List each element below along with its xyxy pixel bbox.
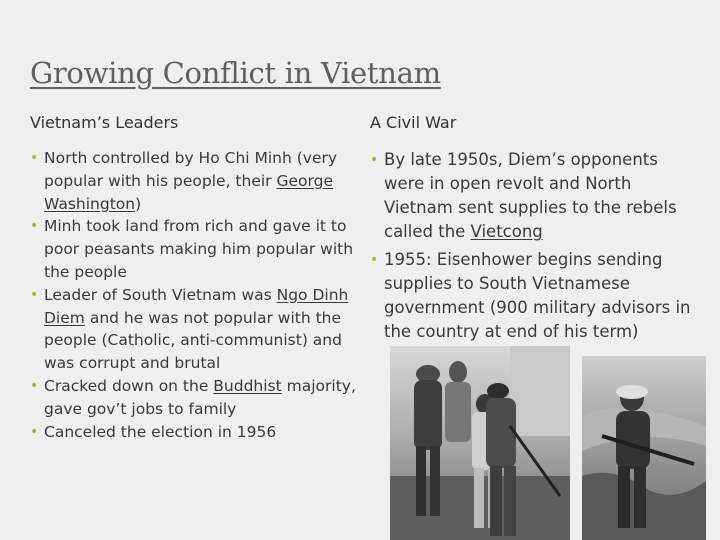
left-column-heading: Vietnam’s Leaders <box>30 113 179 132</box>
left-bullet-list <box>30 147 360 443</box>
bullet-item <box>370 248 700 344</box>
slide-title: Growing Conflict in Vietnam <box>30 56 441 90</box>
underlined-term: George Washington <box>44 171 333 213</box>
bullet-text: and he was not popular with the people (Catholic, anti-communist) and was corrupt and brutal <box>44 308 342 373</box>
underlined-term: Vietcong <box>470 222 543 241</box>
bullet-text: Cracked down on the <box>44 376 214 395</box>
bullet-dot-icon: • <box>30 150 39 166</box>
soldiers-photo-graphic <box>390 346 570 540</box>
right-column-heading: A Civil War <box>370 113 457 132</box>
bullet-item <box>30 215 360 283</box>
woman-soldier-photo-graphic <box>582 356 706 540</box>
bullet-item <box>30 421 360 444</box>
woman-soldier-photo <box>582 356 706 540</box>
bullet-text: By late 1950s, Diem’s opponents were in open revolt and North Vietnam sent supplies to the rebels called the <box>384 150 677 241</box>
bullet-item <box>30 284 360 375</box>
bullet-text: ) <box>135 194 142 213</box>
bullet-text: Leader of South Vietnam was <box>44 285 277 304</box>
bullet-text: 1955: Eisenhower begins sending supplies to South Vietnamese government (900 military advisors in the country at end of his term) <box>384 250 691 341</box>
bullet-text: Minh took land from rich and gave it to poor peasants making him popular with the people <box>44 217 354 281</box>
bullet-text: North controlled by Ho Chi Minh (very popular with his people, their <box>44 149 338 190</box>
bullet-dot-icon: • <box>370 252 379 268</box>
soldiers-photo <box>390 346 570 540</box>
underlined-term: Buddhist <box>213 376 282 395</box>
bullet-dot-icon: • <box>30 218 39 235</box>
bullet-item <box>30 375 360 421</box>
bullet-dot-icon: • <box>30 286 39 303</box>
bullet-item <box>30 147 360 215</box>
bullet-text: majority, gave gov’t jobs to family <box>44 376 356 418</box>
bullet-dot-icon: • <box>30 423 39 440</box>
bullet-dot-icon: • <box>30 377 39 394</box>
underlined-term: Ngo Dinh Diem <box>44 285 349 327</box>
right-bullet-list <box>370 148 700 344</box>
bullet-dot-icon: • <box>370 152 379 168</box>
bullet-item <box>370 148 700 244</box>
bullet-text: Canceled the election in 1956 <box>44 422 277 441</box>
